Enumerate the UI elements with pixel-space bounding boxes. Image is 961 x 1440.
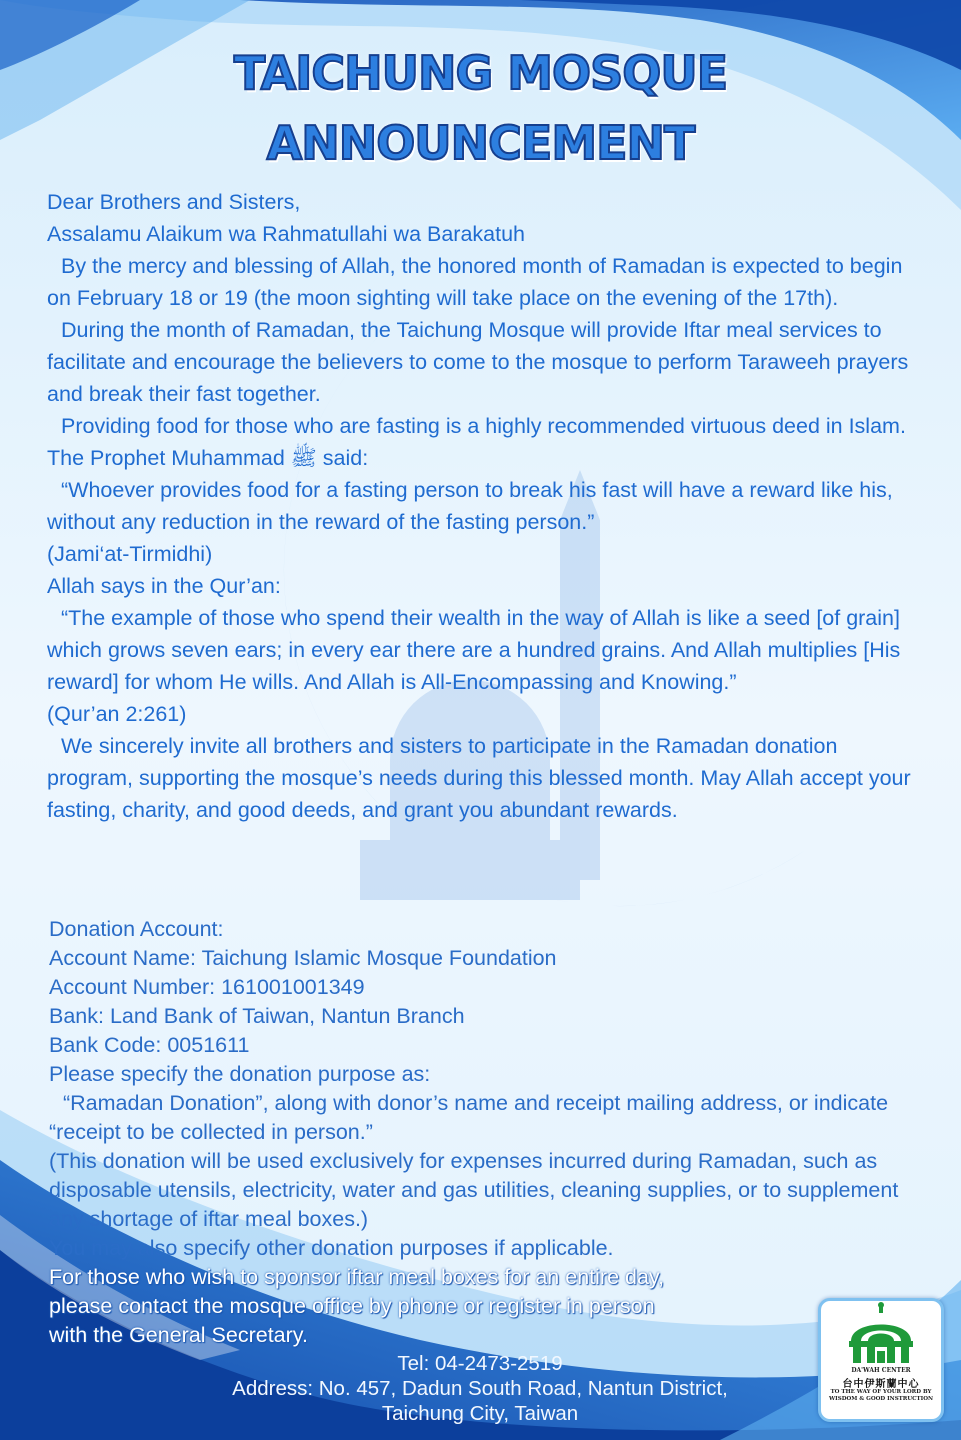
hadith-source: (Jami‘at-Tirmidhi) — [47, 542, 213, 566]
title-line-2: ANNOUNCEMENT — [266, 116, 695, 170]
bank-code: Bank Code: 0051611 — [49, 1033, 250, 1057]
quran-quote: “The example of those who spend their wealth in the way of Allah is like a seed [of grain] which grows seven ears; in every ear there are a hundred grains. And Allah multiplies [His reward] for whom He wills. And Allah is All-Encompassing and Knowing.” — [47, 606, 901, 694]
logo-org-en: DA'WAH CENTER — [851, 1367, 911, 1374]
donation-details — [49, 915, 919, 1350]
address-line-2: Taichung City, Taiwan — [381, 1402, 579, 1425]
sponsor-line-2: please contact the mosque office by phone or register in person — [49, 1294, 655, 1318]
letter-body — [47, 186, 915, 826]
dawah-center-logo — [818, 1298, 944, 1422]
bank-name: Bank: Land Bank of Taiwan, Nantun Branch — [49, 1004, 465, 1028]
mosque-dome-icon — [821, 1301, 941, 1367]
sponsor-line-3: with the General Secretary. — [49, 1323, 308, 1347]
other-purposes: You may also specify other donation purposes if applicable. — [49, 1236, 614, 1260]
quran-intro: Allah says in the Qur’an: — [47, 574, 281, 598]
hadith-quote: “Whoever provides food for a fasting person to break his fast will have a reward like his, without any reduction in the reward of the fasting person.” — [47, 478, 893, 534]
contact-info — [190, 1351, 770, 1426]
logo-org-zh: 台中伊斯蘭中心 — [842, 1379, 920, 1390]
purpose-detail: “Ramadan Donation”, along with donor’s name and receipt mailing address, or indicate “receipt to be collected in person.” — [49, 1091, 889, 1144]
paragraph-invitation: We sincerely invite all brothers and sisters to participate in the Ramadan donation program, supporting the mosque’s needs during this blessed month. May Allah accept your fasting, charity, and good deeds, and grant you abundant rewards. — [47, 734, 911, 822]
greeting: Dear Brothers and Sisters, — [47, 190, 301, 214]
account-number: Account Number: 161001001349 — [49, 975, 365, 999]
account-name: Account Name: Taichung Islamic Mosque Foundation — [49, 946, 557, 970]
purpose-intro: Please specify the donation purpose as: — [49, 1062, 431, 1086]
paragraph-ramadan-date: By the mercy and blessing of Allah, the honored month of Ramadan is expected to begin on February 18 or 19 (the moon sighting will take place on the evening of the 17th). — [47, 254, 903, 310]
title-line-1: TAICHUNG MOSQUE — [233, 46, 728, 100]
logo-motto: TO THE WAY OF YOUR LORD BY WISDOM & GOOD INSTRUCTION — [828, 1389, 934, 1402]
address-line-1: Address: No. 457, Dadun South Road, Nantun District, — [232, 1377, 728, 1400]
usage-note: (This donation will be used exclusively for expenses incurred during Ramadan, such as disposable utensils, electricity, water and gas utilities, cleaning supplies, or to supplement any shortage of iftar meal boxes.) — [49, 1149, 899, 1231]
paragraph-iftar-services: During the month of Ramadan, the Taichung Mosque will provide Iftar meal services to facilitate and encourage the believers to come to the mosque to perform Taraweeh prayers and break their fast together. — [47, 318, 909, 406]
phone-number: Tel: 04-2473-2519 — [397, 1352, 563, 1375]
salam: Assalamu Alaikum wa Rahmatullahi wa Barakatuh — [47, 222, 526, 246]
paragraph-virtuous-deed: Providing food for those who are fasting is a highly recommended virtuous deed in Islam. The Prophet Muhammad ﷺ said: — [47, 414, 906, 470]
donation-heading: Donation Account: — [49, 917, 224, 941]
quran-source: (Qur’an 2:261) — [47, 702, 187, 726]
sponsor-line-1: For those who wish to sponsor iftar meal boxes for an entire day, — [49, 1265, 665, 1289]
